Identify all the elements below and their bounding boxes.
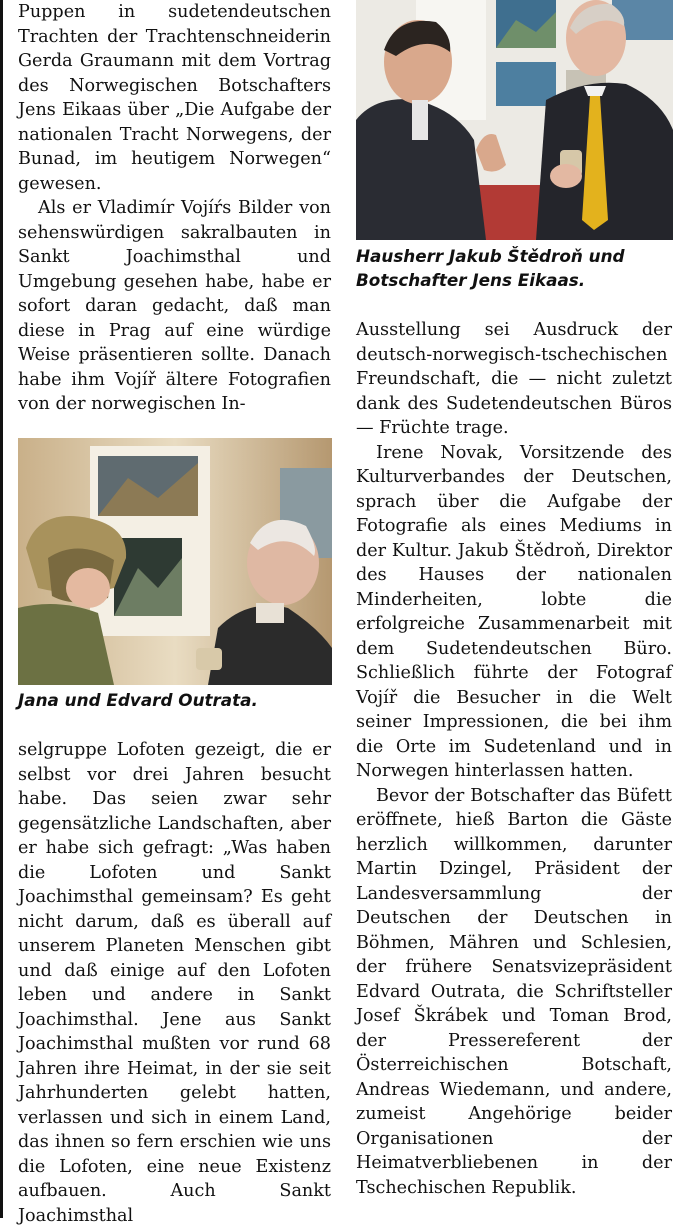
paragraph-ausstellung: Ausstellung sei Ausdruck der deutsch-norwegisch-tschechischen Freundschaft, die — nicht zuletzt dank des Sudetendeutschen Büros — Früchte trage. [356, 320, 672, 438]
left-column-rule [0, 0, 3, 1218]
paragraph-vojir-bilder: Als er Vladimír Vojíŕs Bilder von sehenswürdigen sakralbauten in Sankt Joachimsthal und Umgebung gesehen habe, habe er sofort daran gedacht, daß man diese in Prag auf eine würdige Weise präsentieren sollte. Danach habe ihm Vojíř ältere Fotografien von der norwegischen In- [18, 198, 331, 414]
caption-jana-edvard-outrata: Jana und Edvard Outrata. [18, 690, 258, 710]
paragraph-lofoten: selgruppe Lofoten gezeigt, die er selbst vor drei Jahren besucht habe. Das seien zwar sehr gegensätzliche Landschaften, aber er habe sich gefragt: „Was haben die Lofoten und Sankt Joachimsthal gemeinsam? Es geht nicht darum, daß es überall auf unserem Planeten Menschen gibt und daß einige auf den Lofoten leben und andere in Sankt Joachimsthal. Jene aus Sankt Joachimsthal mußten vor rund 68 Jahren ihre Heimat, in der sie seit Jahrhunderten gelebt hatten, verlassen und sich in einem Land, das ihnen so fern erschien wie uns die Lofoten, eine neue Existenz aufbauen. Auch Sankt Joachimsthal [18, 740, 331, 1226]
paragraph-puppen: Puppen in sudetendeutschen Trachten der Trachtenschneiderin Gerda Graumann mit dem Vortrag des Norwegischen Botschafters Jens Eikaas über „Die Aufgabe der nationalen Tracht Norwegens, der Bunad, im heutigem Norwegen“ gewesen. [18, 2, 331, 194]
photo-stedron-eikaas [356, 0, 673, 240]
left-column-top-text [18, 0, 331, 417]
photo-jana-edvard-outrata [18, 438, 332, 685]
right-column-text [356, 318, 672, 1200]
caption-stedron-eikaas: Hausherr Jakub Štědroň und Botschafter Jens Eikaas. [356, 246, 625, 290]
left-column-bottom-text [18, 738, 331, 1228]
paragraph-bevor-botschafter: Bevor der Botschafter das Büfett eröffnete, hieß Barton die Gäste herzlich willkommen, darunter Martin Dzingel, Präsident der Landesversammlung der Deutschen der Deutschen in Böhmen, Mähren und Schlesien, der frühere Senatsvizepräsident Edvard Outrata, die Schriftsteller Josef Škrábek und Toman Brod, der Pressereferent der Österreichischen Botschaft, Andreas Wiedemann, und andere, zumeist Angehörige beider Organisationen der Heimatverbliebenen in der Tschechischen Republik. [356, 785, 672, 1198]
paragraph-irene-novak: Irene Novak, Vorsitzende des Kulturverbandes der Deutschen, sprach über die Aufgabe der Fotografie als eines Mediums in der Kultur. Jakub Štědroň, Direktor des Hauses der nationalen Minderheiten, lobte die erfolgreiche Zusammenarbeit mit dem Sudetendeutschen Büro. Schließlich führte der Fotograf Vojíř die Besucher in die Welt seiner Impressionen, die bei ihm die Orte im Sudetenland und in Norwegen hinterlassen hatten. [356, 442, 672, 781]
